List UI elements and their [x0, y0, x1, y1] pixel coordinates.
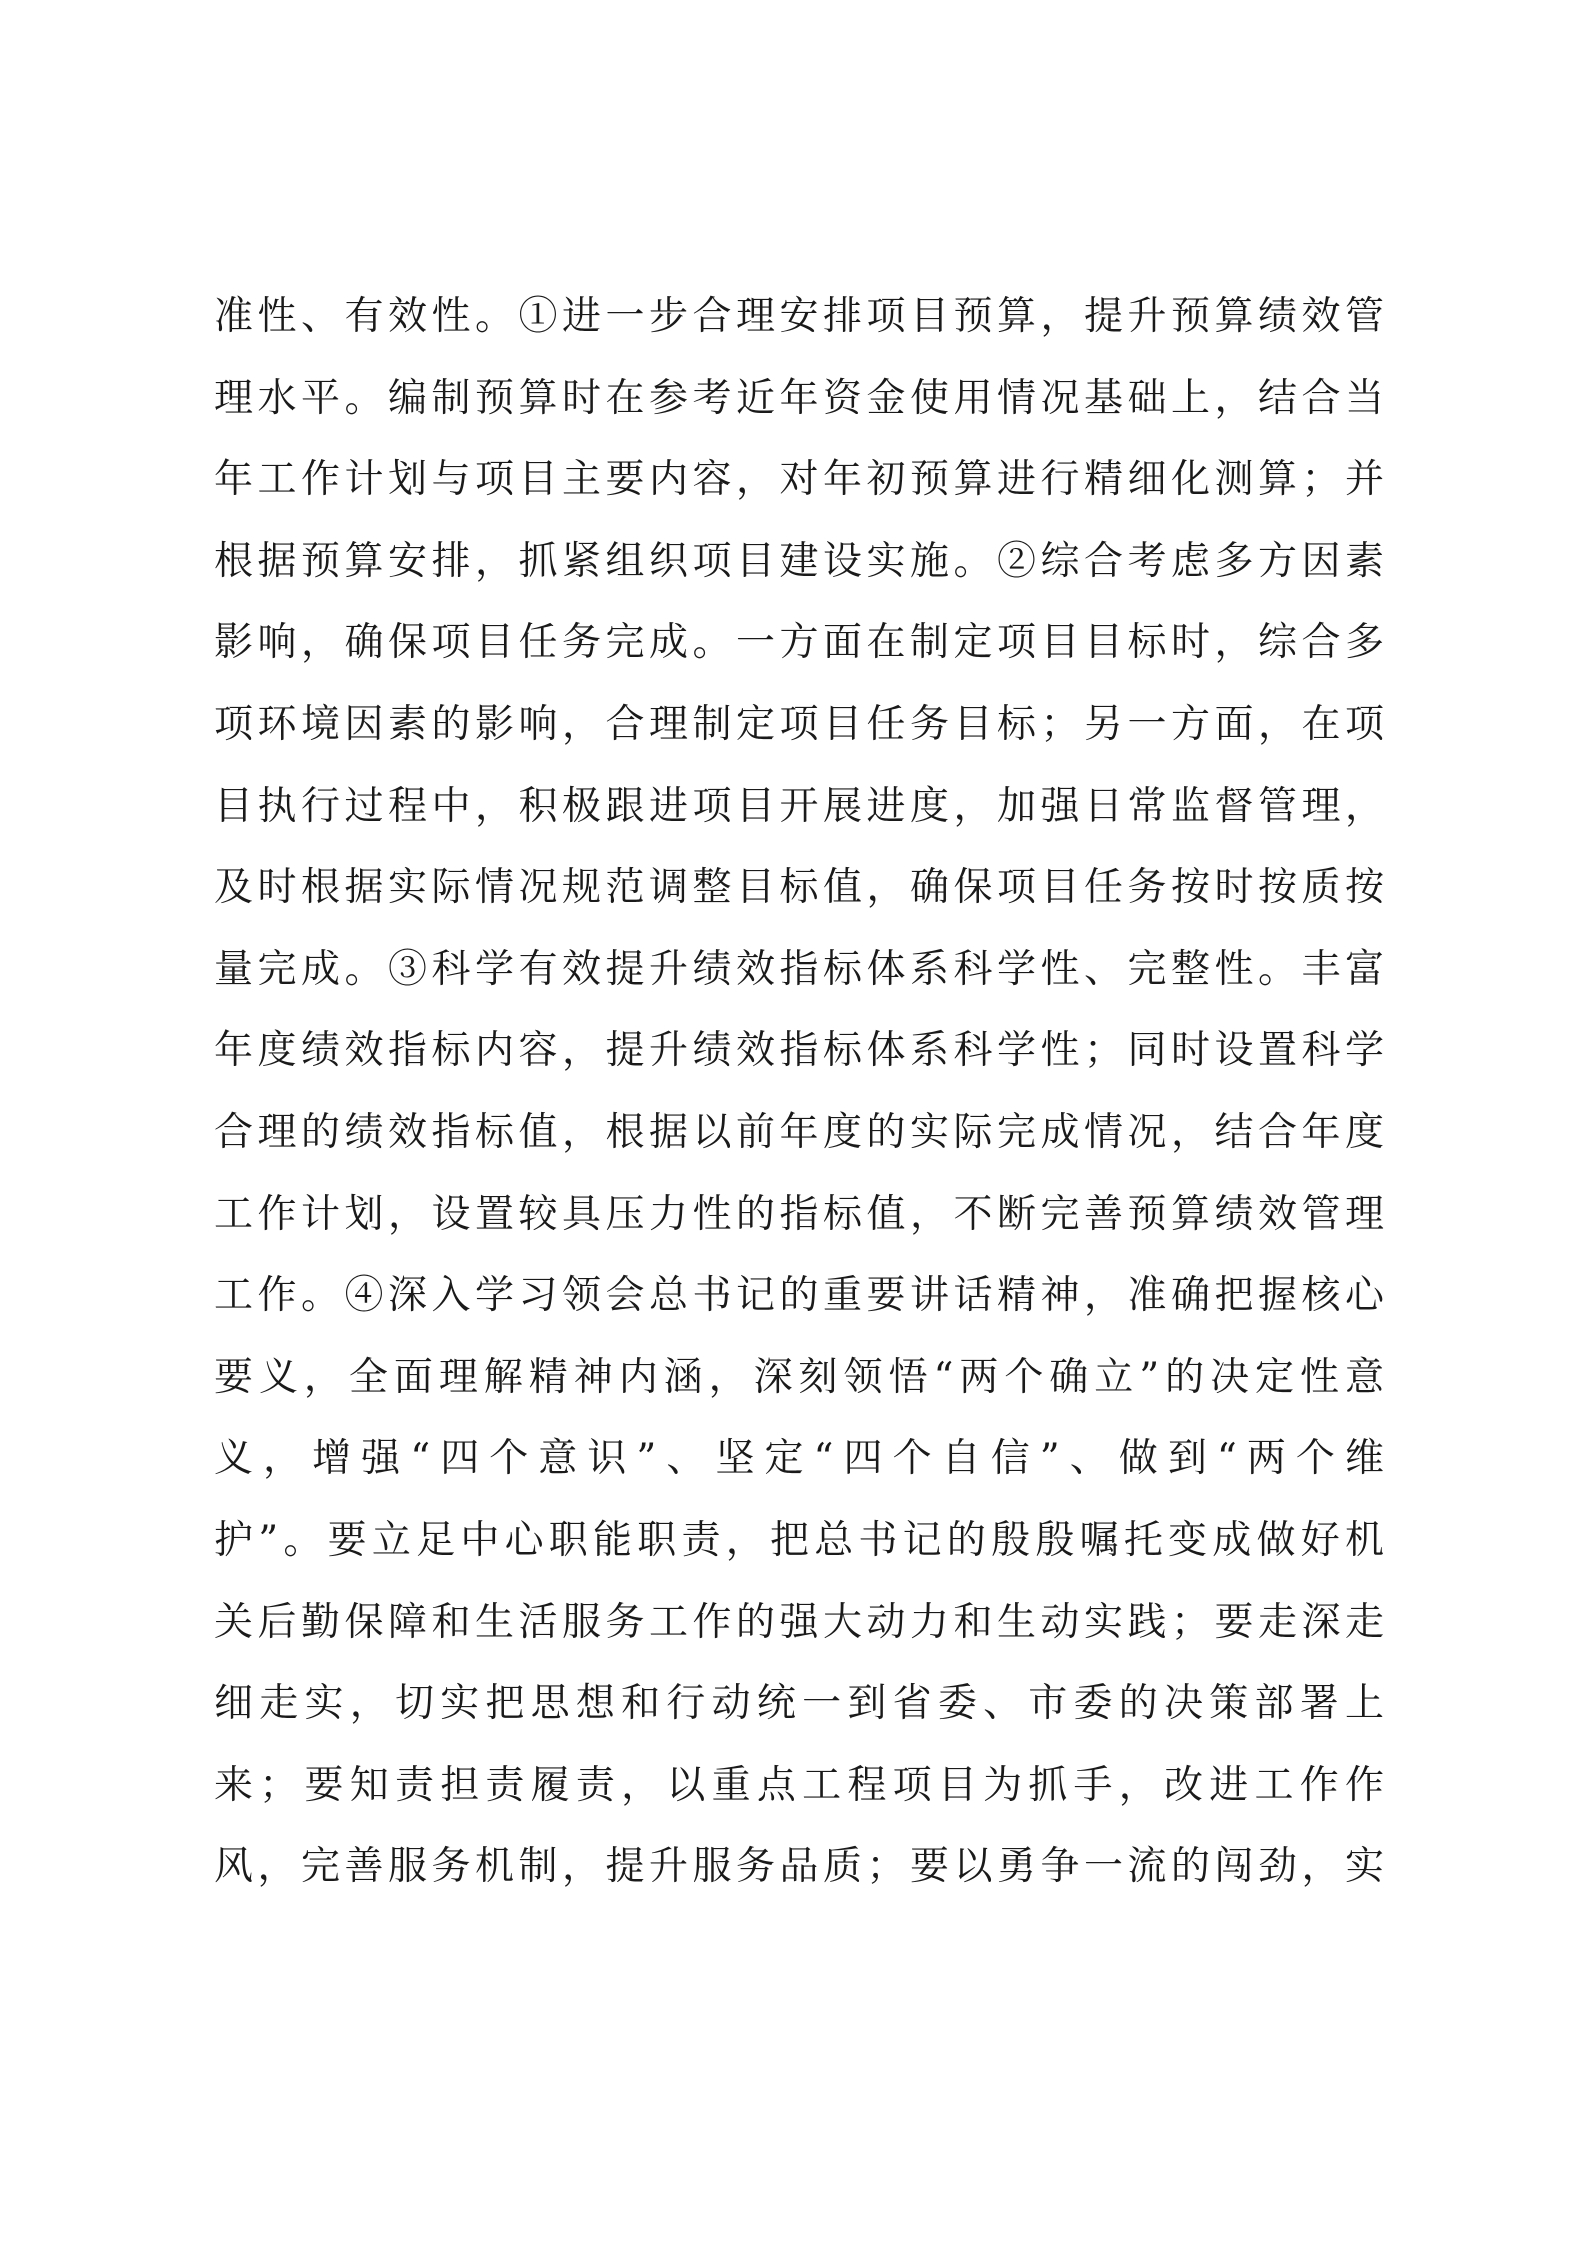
text-line: 护”。要立足中心职能职责，把总书记的殷殷嘱托变成做好机 — [214, 1517, 1384, 1563]
text-line: 及时根据实际情况规范调整目标值，确保项目任务按时按质按 — [214, 865, 1384, 911]
text-line: 来；要知责担责履责，以重点工程项目为抓手，改进工作作 — [214, 1762, 1384, 1808]
text-line: 风，完善服务机制，提升服务品质；要以勇争一流的闯劲，实 — [214, 1844, 1384, 1890]
text-line: 量完成。③科学有效提升绩效指标体系科学性、完整性。丰富 — [214, 946, 1384, 992]
text-line: 目执行过程中，积极跟进项目开展进度，加强日常监督管理， — [214, 783, 1384, 829]
body-text — [214, 292, 1384, 1924]
text-line: 年工作计划与项目主要内容，对年初预算进行精细化测算；并 — [214, 457, 1384, 503]
text-line: 关后勤保障和生活服务工作的强大动力和生动实践；要走深走 — [214, 1599, 1384, 1645]
text-line: 理水平。编制预算时在参考近年资金使用情况基础上，结合当 — [214, 375, 1384, 421]
text-line: 准性、有效性。①进一步合理安排项目预算，提升预算绩效管 — [214, 294, 1384, 339]
text-line: 项环境因素的影响，合理制定项目任务目标；另一方面，在项 — [214, 701, 1384, 747]
text-line: 工作。④深入学习领会总书记的重要讲话精神，准确把握核心 — [214, 1273, 1384, 1319]
text-line: 年度绩效指标内容，提升绩效指标体系科学性；同时设置科学 — [214, 1028, 1384, 1074]
text-line: 合理的绩效指标值，根据以前年度的实际完成情况，结合年度 — [214, 1109, 1384, 1155]
text-line: 细走实，切实把思想和行动统一到省委、市委的决策部署上 — [214, 1681, 1384, 1727]
text-line: 工作计划，设置较具压力性的指标值，不断完善预算绩效管理 — [214, 1191, 1384, 1237]
text-line: 要义，全面理解精神内涵，深刻领悟“两个确立”的决定性意 — [214, 1354, 1384, 1400]
text-line: 根据预算安排，抓紧组织项目建设实施。②综合考虑多方因素 — [214, 538, 1384, 584]
text-line: 义，增强“四个意识”、坚定“四个自信”、做到“两个维 — [214, 1436, 1384, 1482]
text-line: 影响，确保项目任务完成。一方面在制定项目目标时，综合多 — [214, 620, 1384, 666]
